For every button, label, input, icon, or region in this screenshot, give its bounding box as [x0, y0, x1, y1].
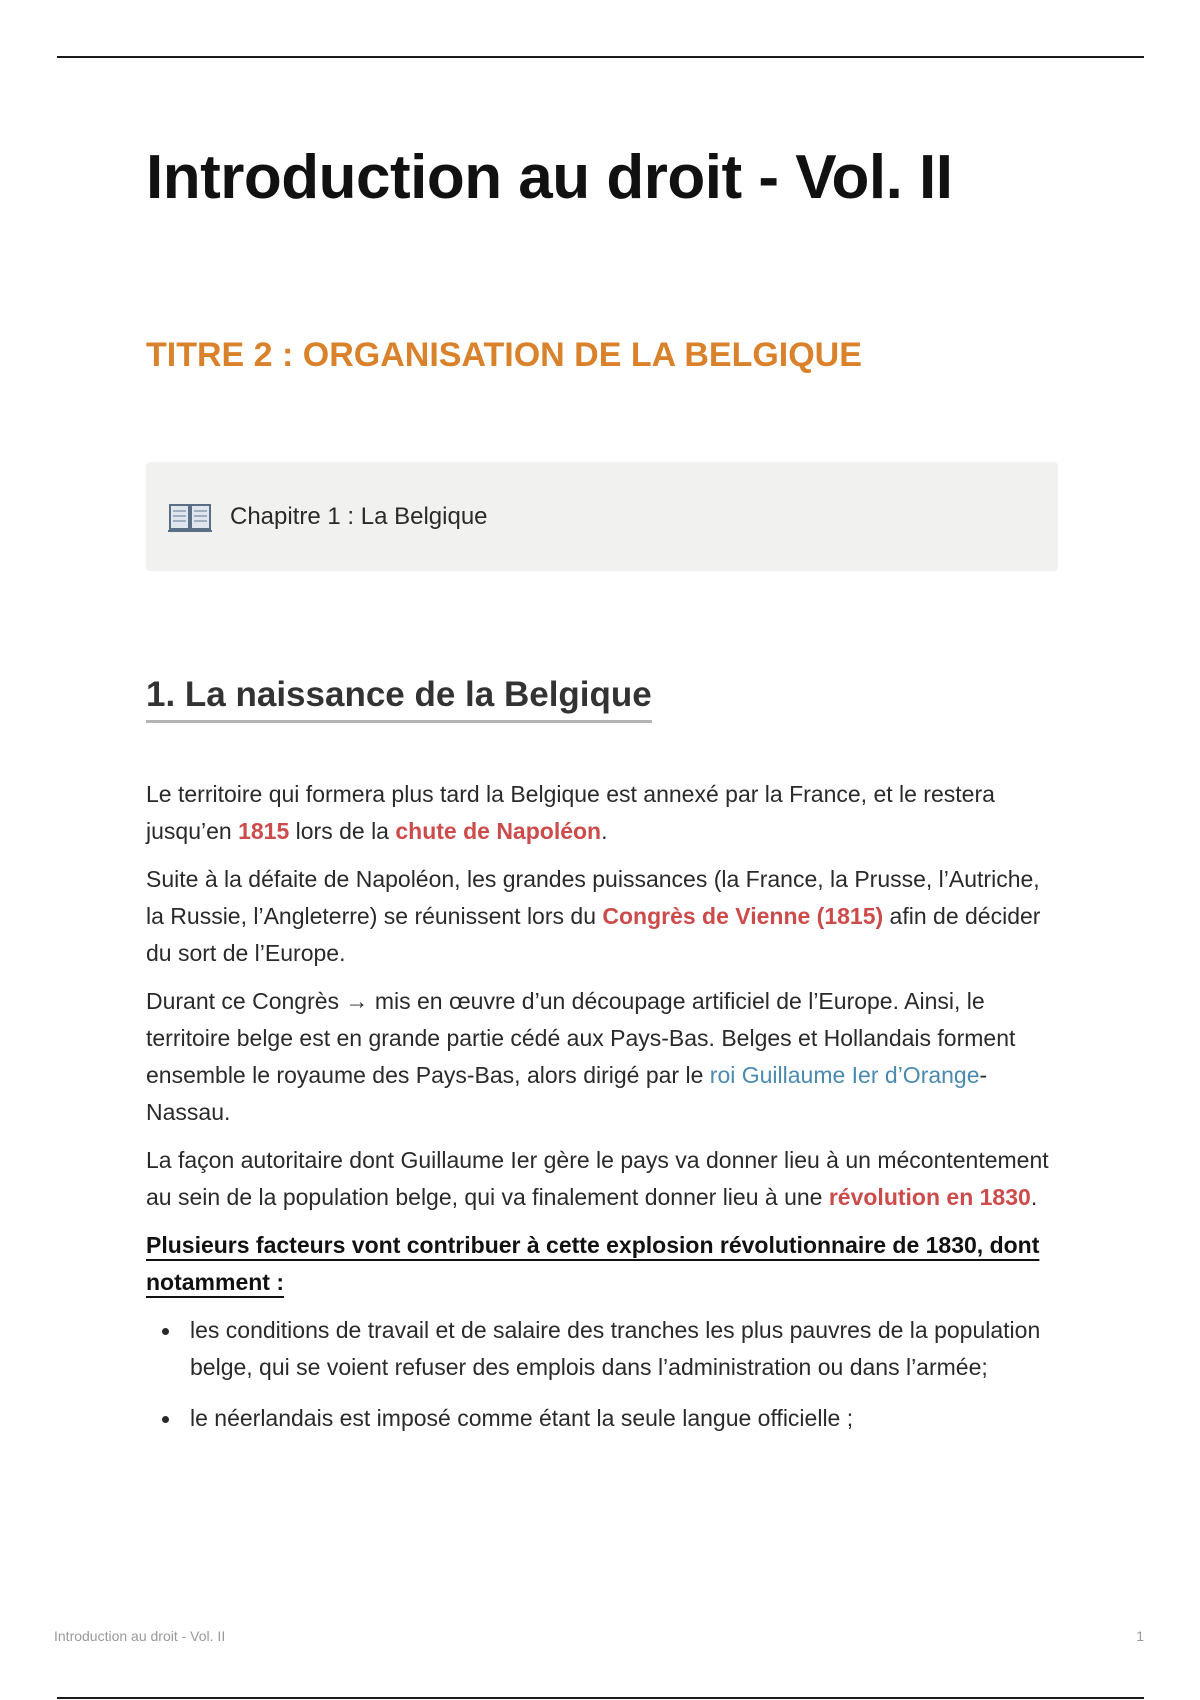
paragraph-5 — [146, 1227, 1058, 1301]
paragraph-4: La façon autoritaire dont Guillaume Ier gère le pays va donner lieu à un mécontentement au sein de la population belge, qui va finalement donner lieu à une révolution en 1830. — [146, 1147, 1049, 1210]
top-rule — [57, 56, 1144, 58]
bottom-rule — [57, 1697, 1144, 1699]
paragraph-2: Suite à la défaite de Napoléon, les grandes puissances (la France, la Prusse, l’Autriche, la Russie, l’Angleterre) se réunissent lors du Congrès de Vienne (1815) afin de décider du sort de l’Europe. — [146, 866, 1041, 966]
callout-text: Chapitre 1 : La Belgique — [230, 502, 488, 530]
list-item: les conditions de travail et de salaire des tranches les plus pauvres de la population belge, qui se voient refuser des emplois dans l’administration ou dans l’armée; — [190, 1312, 1058, 1386]
list-item: le néerlandais est imposé comme étant la seule langue officielle ; — [190, 1400, 1058, 1437]
paragraph-3: Durant ce Congrès → mis en œuvre d’un découpage artificiel de l’Europe. Ainsi, le territoire belge est en grande partie cédé aux Pays-Bas. Belges et Hollandais forment ensemble le royaume des Pays-Bas, alors dirigé par le roi Guillaume Ier d’Orange-Nassau. — [146, 988, 1016, 1125]
paragraph-1: Le territoire qui formera plus tard la Belgique est annexé par la France, et le restera jusqu’en 1815 lors de la chute de Napoléon. — [146, 781, 995, 844]
section-title: TITRE 2 : ORGANISATION DE LA BELGIQUE — [146, 336, 862, 374]
highlight-revolution-1830: révolution en 1830 — [828, 1184, 1031, 1210]
bullet-icon — [162, 1328, 169, 1335]
chapter-heading: 1. La naissance de la Belgique — [146, 672, 652, 723]
highlight-congres-vienne: Congrès de Vienne (1815) — [602, 903, 884, 929]
open-book-icon — [168, 501, 212, 533]
footer-title: Introduction au droit - Vol. II — [54, 1628, 226, 1644]
factors-list — [146, 1312, 1058, 1437]
document-title: Introduction au droit - Vol. II — [146, 143, 953, 212]
highlight-chute-napoleon: chute de Napoléon — [395, 818, 602, 844]
body-text — [146, 776, 1058, 1451]
highlight-roi-guillaume: roi Guillaume Ier d’Orange — [709, 1062, 980, 1088]
chapter-callout — [146, 462, 1058, 571]
bullet-icon — [162, 1416, 169, 1423]
factors-heading: Plusieurs facteurs vont contribuer à cette explosion révolutionnaire de 1830, dont notamment : — [146, 1232, 1040, 1295]
page-number: 1 — [1136, 1628, 1144, 1644]
highlight-1815: 1815 — [238, 818, 290, 844]
